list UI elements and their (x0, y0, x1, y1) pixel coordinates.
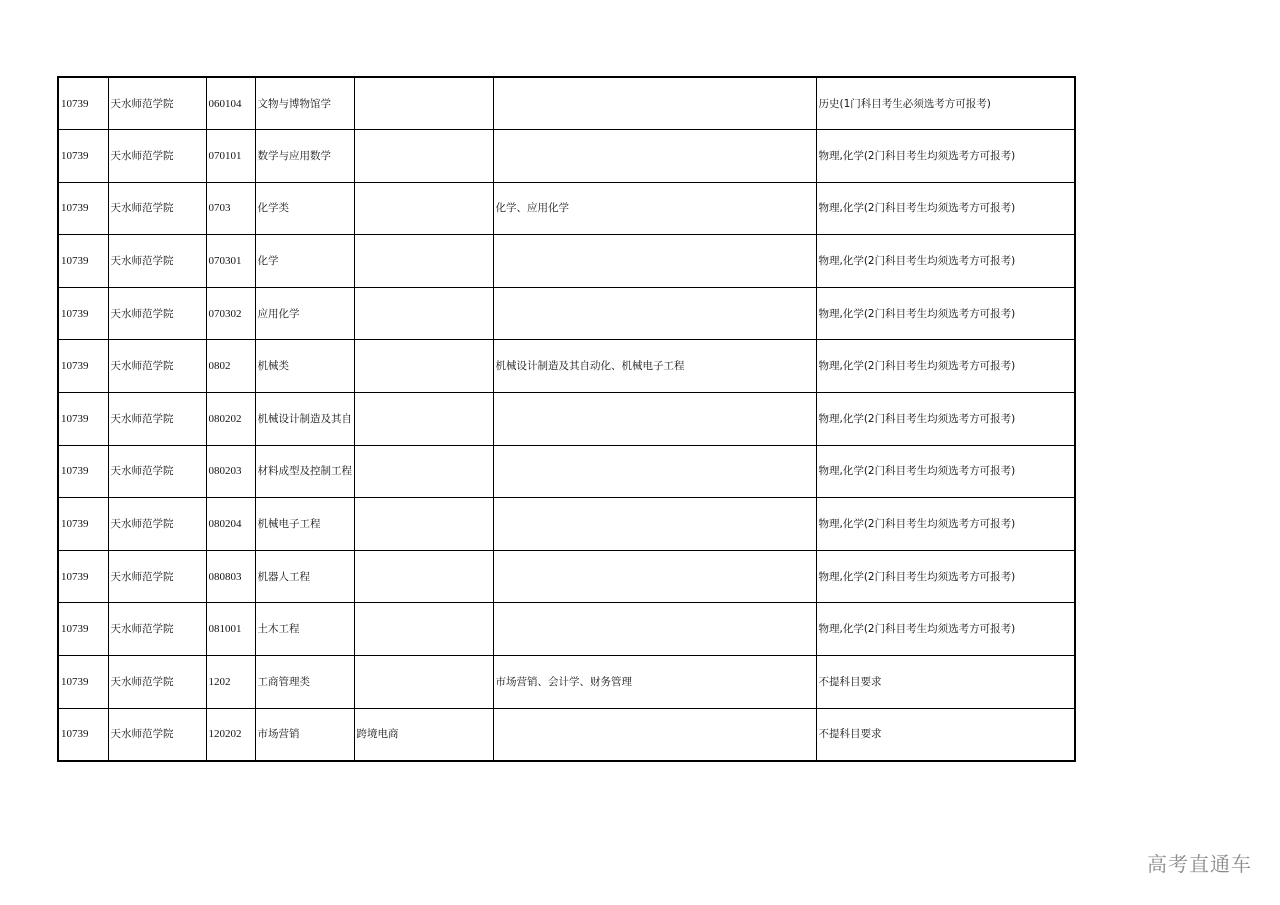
school-name-cell: 天水师范学院 (108, 603, 206, 656)
school-code-cell: 10739 (58, 445, 108, 498)
subject-requirements-table (57, 76, 1076, 762)
included-majors-cell: 化学、应用化学 (493, 182, 816, 235)
major-name-cell: 数学与应用数学 (255, 130, 354, 183)
major-code-cell: 081001 (206, 603, 255, 656)
major-note-cell (354, 550, 493, 603)
included-majors-cell (493, 708, 816, 761)
table-row (58, 656, 1075, 709)
school-name-cell: 天水师范学院 (108, 393, 206, 446)
major-name-cell: 机械类 (255, 340, 354, 393)
included-majors-cell: 市场营销、会计学、财务管理 (493, 656, 816, 709)
table-row (58, 77, 1075, 130)
major-name-cell: 机械设计制造及其自 (255, 393, 354, 446)
major-note-cell (354, 340, 493, 393)
included-majors-cell (493, 235, 816, 288)
major-note-cell (354, 182, 493, 235)
subject-requirement-cell: 物理,化学(2门科目考生均须选考方可报考) (816, 287, 1075, 340)
major-note-cell (354, 77, 493, 130)
major-code-cell: 0802 (206, 340, 255, 393)
subject-requirement-cell: 历史(1门科目考生必须选考方可报考) (816, 77, 1075, 130)
table-row (58, 708, 1075, 761)
school-name-cell: 天水师范学院 (108, 498, 206, 551)
subject-requirement-cell: 物理,化学(2门科目考生均须选考方可报考) (816, 235, 1075, 288)
school-name-cell: 天水师范学院 (108, 130, 206, 183)
school-code-cell: 10739 (58, 340, 108, 393)
subject-requirement-cell: 物理,化学(2门科目考生均须选考方可报考) (816, 550, 1075, 603)
major-note-cell (354, 235, 493, 288)
school-name-cell: 天水师范学院 (108, 235, 206, 288)
major-note-cell (354, 287, 493, 340)
major-note-cell (354, 498, 493, 551)
school-name-cell: 天水师范学院 (108, 550, 206, 603)
subject-requirement-cell: 物理,化学(2门科目考生均须选考方可报考) (816, 603, 1075, 656)
major-code-cell: 060104 (206, 77, 255, 130)
table-row (58, 130, 1075, 183)
major-note-cell (354, 130, 493, 183)
table-row (58, 550, 1075, 603)
table-row (58, 235, 1075, 288)
table-row (58, 340, 1075, 393)
table-row (58, 287, 1075, 340)
included-majors-cell (493, 77, 816, 130)
school-code-cell: 10739 (58, 656, 108, 709)
school-code-cell: 10739 (58, 77, 108, 130)
subject-requirement-cell: 物理,化学(2门科目考生均须选考方可报考) (816, 498, 1075, 551)
included-majors-cell (493, 603, 816, 656)
subject-requirement-cell: 物理,化学(2门科目考生均须选考方可报考) (816, 182, 1075, 235)
watermark-text: 高考直通车 (1147, 852, 1252, 876)
major-note-cell (354, 603, 493, 656)
major-code-cell: 070101 (206, 130, 255, 183)
major-code-cell: 120202 (206, 708, 255, 761)
major-name-cell: 机器人工程 (255, 550, 354, 603)
table-body (58, 77, 1075, 761)
school-name-cell: 天水师范学院 (108, 708, 206, 761)
major-code-cell: 080203 (206, 445, 255, 498)
subject-requirement-cell: 物理,化学(2门科目考生均须选考方可报考) (816, 130, 1075, 183)
major-code-cell: 070301 (206, 235, 255, 288)
included-majors-cell (493, 498, 816, 551)
major-name-cell: 应用化学 (255, 287, 354, 340)
major-name-cell: 工商管理类 (255, 656, 354, 709)
included-majors-cell: 机械设计制造及其自动化、机械电子工程 (493, 340, 816, 393)
included-majors-cell (493, 445, 816, 498)
major-name-cell: 材料成型及控制工程 (255, 445, 354, 498)
school-name-cell: 天水师范学院 (108, 340, 206, 393)
school-code-cell: 10739 (58, 393, 108, 446)
major-note-cell: 跨境电商 (354, 708, 493, 761)
major-name-cell: 土木工程 (255, 603, 354, 656)
included-majors-cell (493, 550, 816, 603)
included-majors-cell (493, 287, 816, 340)
school-name-cell: 天水师范学院 (108, 182, 206, 235)
subject-requirement-cell: 物理,化学(2门科目考生均须选考方可报考) (816, 340, 1075, 393)
subject-requirement-cell: 不提科目要求 (816, 656, 1075, 709)
school-name-cell: 天水师范学院 (108, 287, 206, 340)
major-name-cell: 市场营销 (255, 708, 354, 761)
major-code-cell: 080803 (206, 550, 255, 603)
school-name-cell: 天水师范学院 (108, 445, 206, 498)
major-code-cell: 070302 (206, 287, 255, 340)
school-code-cell: 10739 (58, 708, 108, 761)
school-code-cell: 10739 (58, 182, 108, 235)
major-name-cell: 化学类 (255, 182, 354, 235)
school-code-cell: 10739 (58, 235, 108, 288)
school-code-cell: 10739 (58, 287, 108, 340)
major-code-cell: 080204 (206, 498, 255, 551)
table-row (58, 182, 1075, 235)
table-row (58, 393, 1075, 446)
major-name-cell: 化学 (255, 235, 354, 288)
major-note-cell (354, 393, 493, 446)
school-name-cell: 天水师范学院 (108, 656, 206, 709)
table-row (58, 498, 1075, 551)
major-note-cell (354, 445, 493, 498)
major-code-cell: 1202 (206, 656, 255, 709)
subject-requirement-cell: 物理,化学(2门科目考生均须选考方可报考) (816, 445, 1075, 498)
major-name-cell: 机械电子工程 (255, 498, 354, 551)
school-code-cell: 10739 (58, 498, 108, 551)
major-name-cell: 文物与博物馆学 (255, 77, 354, 130)
school-code-cell: 10739 (58, 130, 108, 183)
subject-requirement-cell: 不提科目要求 (816, 708, 1075, 761)
subject-requirement-cell: 物理,化学(2门科目考生均须选考方可报考) (816, 393, 1075, 446)
table-row (58, 445, 1075, 498)
major-code-cell: 0703 (206, 182, 255, 235)
school-code-cell: 10739 (58, 550, 108, 603)
included-majors-cell (493, 393, 816, 446)
major-code-cell: 080202 (206, 393, 255, 446)
school-name-cell: 天水师范学院 (108, 77, 206, 130)
school-code-cell: 10739 (58, 603, 108, 656)
included-majors-cell (493, 130, 816, 183)
major-note-cell (354, 656, 493, 709)
table-row (58, 603, 1075, 656)
